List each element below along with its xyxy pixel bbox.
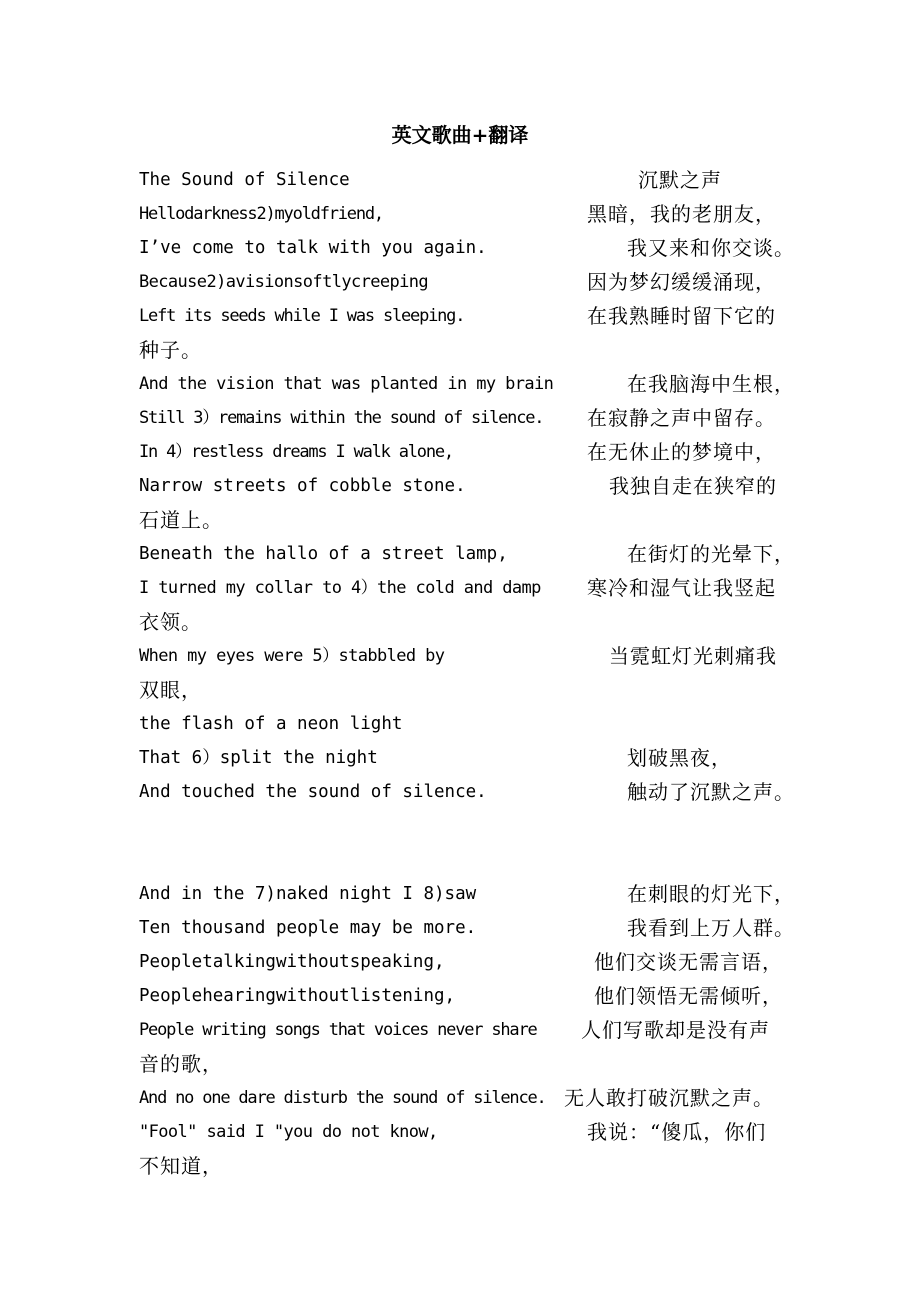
lyric-line [139,503,799,537]
stanza-spacer [139,843,799,877]
chinese-line: 双眼， [139,678,202,702]
english-line: Peoplehearingwithoutlistening, [139,986,456,1006]
chinese-line: 我独自走在狭窄的 [609,474,777,498]
lyric-line [139,1013,799,1047]
lyric-line [139,1081,799,1115]
lyric-line [139,299,799,333]
lyric-line [139,1115,799,1149]
lyric-line [139,163,799,197]
lyric-line [139,265,799,299]
chinese-line: 他们交谈无需言语， [594,950,783,974]
lyric-line [139,197,799,231]
stanza-spacer [139,809,799,843]
lyric-line [139,639,799,673]
lyric-line [139,775,799,809]
lyric-line [139,911,799,945]
chinese-line: 在无休止的梦境中， [587,440,776,464]
chinese-line: 我又来和你交谈。 [627,236,795,260]
lyric-line [139,1047,799,1081]
lyric-line [139,877,799,911]
lyric-line [139,945,799,979]
chinese-line: 在我脑海中生根， [627,372,795,396]
chinese-line: 人们写歌却是没有声 [581,1018,770,1042]
english-line: Beneath the hallo of a street lamp, [139,544,508,564]
chinese-line: 音的歌， [139,1052,223,1076]
chinese-line: 我说：“傻瓜，你们 [587,1120,767,1144]
chinese-line: 他们领悟无需倾听， [594,984,783,1008]
english-line: Ten thousand people may be more. [139,918,477,938]
chinese-line: 不知道， [139,1154,223,1178]
chinese-line: 无人敢打破沉默之声。 [564,1086,774,1110]
english-line: Because2)avisionsoftlycreeping [139,272,429,292]
english-line: The Sound of Silence [139,170,350,190]
chinese-line: 在寂静之声中留存。 [587,406,776,430]
lyric-line [139,673,799,707]
chinese-line: 黑暗，我的老朋友， [587,202,776,226]
english-line: People writing songs that voices never share [139,1020,537,1040]
lyric-line [139,571,799,605]
chinese-line: 因为梦幻缓缓涌现， [587,270,776,294]
chinese-line: 划破黑夜， [627,746,732,770]
chinese-line: 在街灯的光晕下， [627,542,795,566]
chinese-line: 在我熟睡时留下它的 [587,304,776,328]
english-line: the flash of a neon light [139,714,403,734]
lyric-line [139,333,799,367]
lyric-line [139,979,799,1013]
chinese-line: 种子。 [139,338,202,362]
lyric-line [139,741,799,775]
lyric-line [139,469,799,503]
chinese-line: 当霓虹灯光刺痛我 [609,644,777,668]
english-line: Peopletalkingwithoutspeaking, [139,952,445,972]
english-line: I turned my collar to 4）the cold and damp [139,578,541,598]
english-line: In 4）restless dreams I walk alone, [139,442,453,462]
lyric-line [139,401,799,435]
english-line: And in the 7)naked night I 8)saw [139,884,477,904]
lyric-line [139,707,799,741]
document-title: 英文歌曲+翻译 [391,123,529,147]
english-line: And the vision that was planted in my brain [139,374,554,394]
chinese-line: 沉默之声 [638,168,722,192]
english-line: I’ve come to talk with you again. [139,238,487,258]
chinese-line: 在刺眼的灯光下， [627,882,795,906]
english-line: Hellodarkness2)myoldfriend, [139,204,383,224]
english-line: And touched the sound of silence. [139,782,487,802]
lyric-line [139,1149,799,1183]
lyric-line [139,537,799,571]
lyric-line [139,367,799,401]
chinese-line: 我看到上万人群。 [627,916,795,940]
lyric-line [139,435,799,469]
english-line: And no one dare disturb the sound of silence. [139,1088,546,1108]
chinese-line: 触动了沉默之声。 [627,780,795,804]
english-line: Left its seeds while I was sleeping. [139,306,465,326]
english-line: That 6）split the night [139,748,378,768]
english-line: Still 3）remains within the sound of silence. [139,408,544,428]
lyrics-body [139,163,799,1183]
english-line: "Fool" said I "you do not know, [139,1122,438,1142]
english-line: Narrow streets of cobble stone. [139,476,466,496]
english-line: When my eyes were 5）stabbled by [139,646,445,666]
chinese-line: 寒冷和湿气让我竖起 [587,576,776,600]
chinese-line: 衣领。 [139,610,202,634]
chinese-line: 石道上。 [139,508,223,532]
lyric-line [139,231,799,265]
lyric-line [139,605,799,639]
